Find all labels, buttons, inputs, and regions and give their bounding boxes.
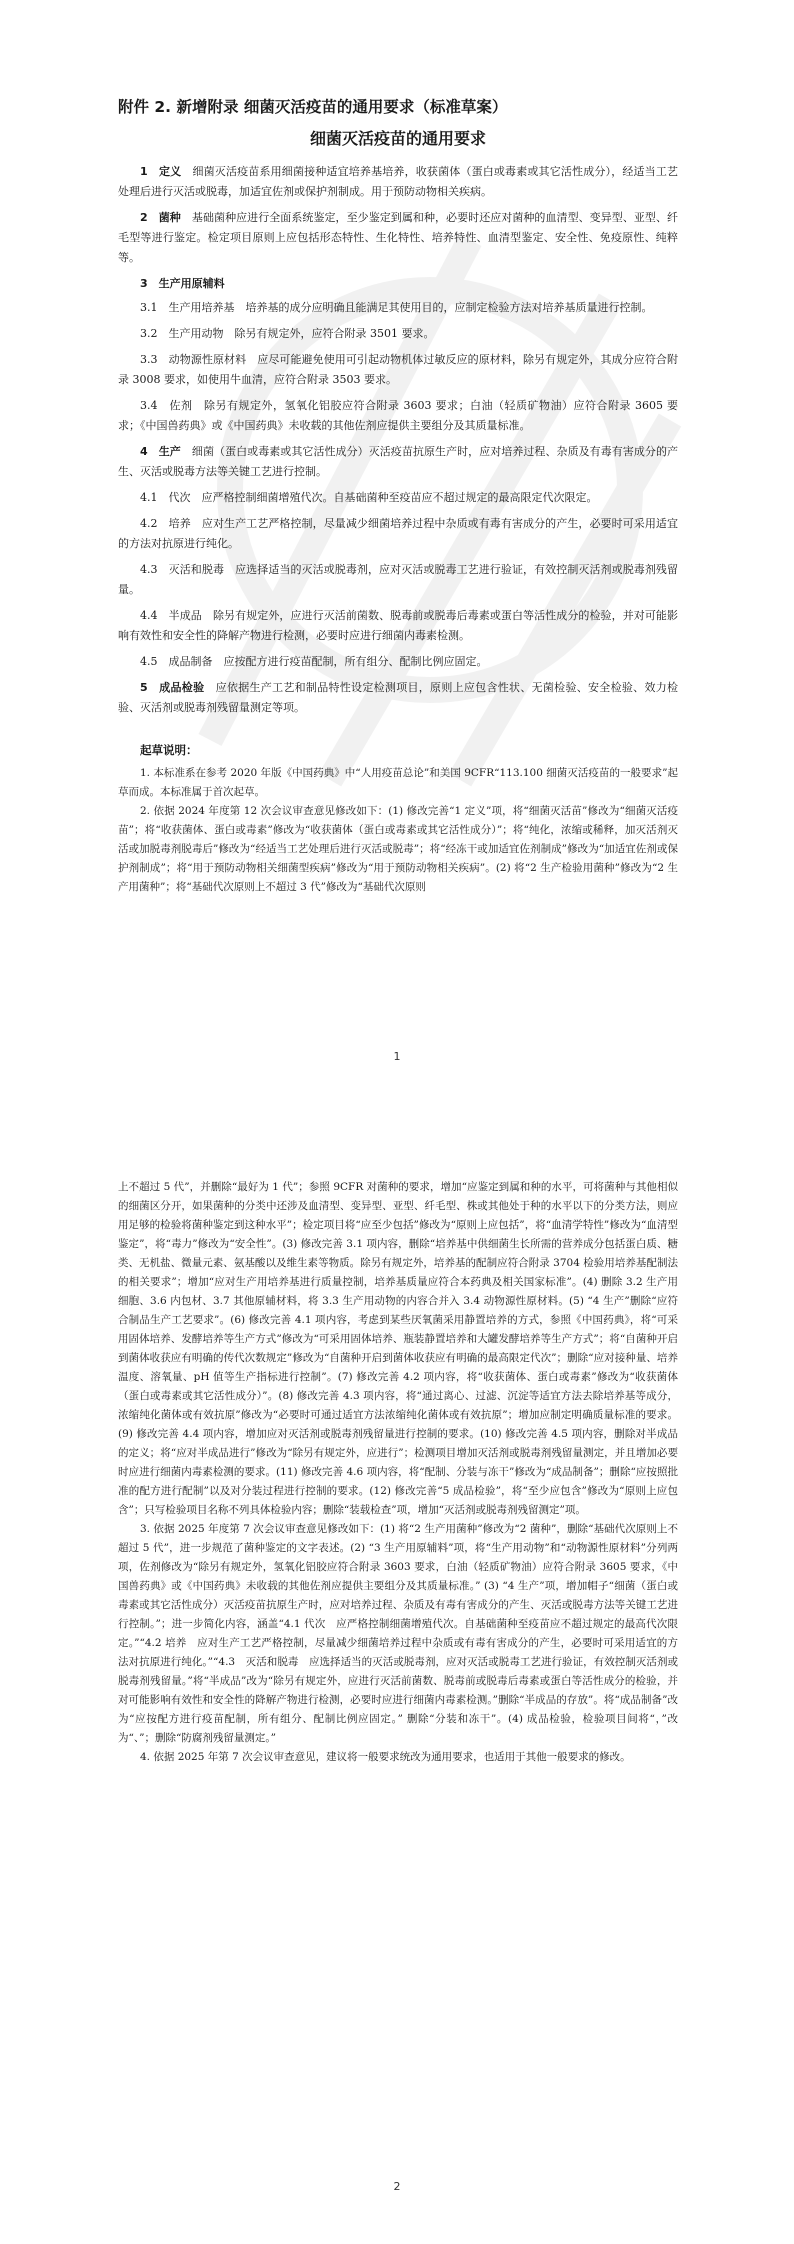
section-4-1-label: 4.1 代次 (140, 491, 191, 504)
page-number-2: 2 (393, 2180, 401, 2193)
drafting-notes-heading: 起草说明： (140, 743, 198, 757)
section-4-3 (118, 560, 678, 600)
section-4-1 (118, 488, 678, 508)
page-2-content (118, 1178, 678, 1767)
section-1-label: 1 定义 (140, 165, 182, 178)
section-4-label: 4 生产 (140, 445, 181, 458)
section-4-3-text: 应选择适当的灭活或脱毒剂，应对灭活或脱毒工艺进行验证，有效控制灭活剂或脱毒剂残留量。 (118, 563, 678, 596)
section-3-3 (118, 350, 678, 390)
drafting-note-3: 3. 依据 2025 年度第 7 次会议审查意见修改如下：(1) 将“2 生产用菌种”修改为“2 菌种”，删除“基础代次原则上不超过 5 代”，进一步规范了菌种鉴定的文字表述。(2) “3 生产用原辅料”项，将“生产用动物”和“动物源性原材料”分列两项，佐剂修改为“除另有规定外，氢氧化铝胶应符合附录 3603 要求，白油（轻质矿物油）应符合附录 3605 要求，《中国兽药典》或《中国药典》未收载的其他佐剂应提供主要组分及其质量标准。” (3) “4 生产”项，增加帽子“细菌（蛋白或毒素或其它活性成分）灭活疫苗抗原生产时，应对培养过程、杂质及有毒有害成分的产生、灭活或脱毒方法等关键工艺进行控制。”；进一步简化内容，涵盖“4.1 代次 应严格控制细菌增殖代次。自基础菌种至疫苗应不超过规定的最高代次限定。”“4.2 培养 应对生产工艺严格控制，尽量减少细菌培养过程中杂质或有毒有害成分的产生，必要时可采用适宜的方法对抗原进行纯化。”“4.3 灭活和脱毒 应选择适当的灭活或脱毒剂，应对灭活或脱毒工艺进行验证，有效控制灭活剂或脱毒剂残留量。”将“半成品”改为“除另有规定外，应进行灭活前菌数、脱毒前或脱毒后毒素或蛋白等活性成分的检验，并对可能影响有效性和安全性的降解产物进行检测，必要时应进行细菌内毒素检测。”删除“半成品的存放”。将“成品制备”改为“应按配方进行疫苗配制，所有组分、配制比例应固定。” 删除“分装和冻干”。(4) 成品检验，检验项目间将“，”改为“、”；删除“防腐剂残留量测定。” (118, 1523, 678, 1744)
main-title: 细菌灭活疫苗的通用要求 (309, 129, 486, 148)
section-3-2-text: 除另有规定外，应符合附录 3501 要求。 (234, 327, 435, 340)
section-4-text: 细菌（蛋白或毒素或其它活性成分）灭活疫苗抗原生产时，应对培养过程、杂质及有毒有害成分的产生、灭活或脱毒方法等关键工艺进行控制。 (118, 445, 679, 478)
annex-title: 附件 2. 新增附录 细菌灭活疫苗的通用要求（标准草案） (118, 98, 508, 116)
section-3-3-text: 应尽可能避免使用可引起动物机体过敏反应的原材料，除另有规定外，其成分应符合附录 3008 要求，如使用牛血清，应符合附录 3503 要求。 (118, 353, 679, 386)
section-3-4-label: 3.4 佐剂 (140, 399, 193, 412)
drafting-note-4: 4. 依据 2025 年第 7 次会议审查意见，建议将一般要求统改为通用要求，也适用于其他一般要求的修改。 (140, 1751, 631, 1763)
section-3-heading: 3 生产用原辅料 (140, 277, 225, 290)
drafting-note-1: 1. 本标准系在参考 2020 年版《中国药典》中“人用疫苗总论”和美国 9CFR“113.100 细菌灭活疫苗的一般要求”起草而成。本标准属于首次起草。 (118, 767, 678, 798)
section-4-5-text: 应按配方进行疫苗配制，所有组分、配制比例应固定。 (223, 655, 488, 668)
section-3-1-text: 培养基的成分应明确且能满足其使用目的，应制定检验方法对培养基质量进行控制。 (245, 301, 653, 314)
section-3-4-text: 除另有规定外，氢氧化铝胶应符合附录 3603 要求；白油（轻质矿物油）应符合附录 3605 要求；《中国兽药典》或《中国药典》未收载的其他佐剂应提供主要组分及其质量标准。 (118, 399, 679, 432)
section-5-label: 5 成品检验 (140, 681, 205, 694)
section-5-final-test (118, 678, 678, 718)
section-4-2-text: 应对生产工艺严格控制，尽量减少细菌培养过程中杂质或有毒有害成分的产生，必要时可采用适宜的方法对抗原进行纯化。 (118, 517, 678, 550)
section-4-1-text: 应严格控制细菌增殖代次。自基础菌种至疫苗应不超过规定的最高限定代次限定。 (201, 491, 598, 504)
section-1-definition (118, 162, 678, 202)
page-2 (0, 1122, 794, 2244)
section-4-2-label: 4.2 培养 (140, 517, 191, 530)
drafting-note-2-part-1: 2. 依据 2024 年度第 12 次会议审查意见修改如下：(1) 修改完善“1 定义”项，将“细菌灭活苗”修改为“细菌灭活疫苗”；将“收获菌体、蛋白或毒素”修改为“收获菌体（蛋白或毒素或其它活性成分）”；将“纯化，浓缩或稀释，加灭活剂灭活或加脱毒剂脱毒后”修改为“经适当工艺处理后进行灭活或脱毒”；将“经冻干或加适宜佐剂制成”修改为“加适宜佐剂或保护剂制成”；将“用于预防动物相关细菌型疾病”修改为“用于预防动物相关疾病”。(2) 将“2 生产检验用菌种”修改为“2 生产用菌种”；将“基础代次原则上不超过 3 代”修改为“基础代次原则 (118, 805, 678, 893)
section-1-text: 细菌灭活疫苗系用细菌接种适宜培养基培养，收获菌体（蛋白或毒素或其它活性成分），经适当工艺处理后进行灭活或脱毒，加适宜佐剂或保护剂制成。用于预防动物相关疾病。 (118, 165, 679, 198)
drafting-note-2-part-2: 上不超过 5 代”，并删除“最好为 1 代”；参照 9CFR 对菌种的要求，增加“应鉴定到属和种的水平，可将菌种与其他相似的细菌区分开，如果菌种的分类中还涉及血清型、变异型、亚型、纤毛型、株或其他处于种的水平以下的分类方法，则应用足够的检验将菌种鉴定到这种水平”；检定项目将“应至少包括”修改为“原则上应包括”，将“血清学特性”修改为“血清型鉴定”，将“毒力”修改为“安全性”。(3) 修改完善 3.1 项内容，删除“培养基中供细菌生长所需的营养成分包括蛋白质、糖类、无机盐、微量元素、氨基酸以及维生素等物质。除另有规定外，培养基的配制应符合附录 3704 检验用培养基配制法的相关要求”；增加“应对生产用培养基进行质量控制，培养基质量应符合本药典及相关国家标准”。(4) 删除 3.2 生产用细胞、3.6 内包材、3.7 其他原辅材料，将 3.3 生产用动物的内容合并入 3.4 动物源性原材料。(5) “4 生产”删除“应符合制品生产工艺要求”。(6) 修改完善 4.1 项内容，考虑到某些厌氧菌采用静置培养的方式，参照《中国药典》，将“可采用固体培养、发酵培养等生产方式”修改为“可采用固体培养、瓶装静置培养和大罐发酵培养等生产方式”；将“自菌种开启到菌体收获应有明确的传代次数规定”修改为“自菌种开启到菌体收获应有明确的最高限定代次”；删除“应对接种量、培养温度、溶氧量、pH 值等生产指标进行控制”。(7) 修改完善 4.2 项内容，将“收获菌体、蛋白或毒素”修改为“收获菌体（蛋白或毒素或其它活性成分）”。(8) 修改完善 4.3 项内容，将“通过离心、过滤、沉淀等适宜方法去除培养基等成分，浓缩纯化菌体或有效抗原”修改为“必要时可通过适宜方法浓缩纯化菌体或有效抗原”；增加应制定明确质量标准的要求。(9) 修改完善 4.4 项内容，增加应对灭活剂或脱毒剂残留量进行控制的要求。(10) 修改完善 4.5 项内容，删除对半成品的定义；将“应对半成品进行”修改为“除另有规定外，应进行”；检测项目增加灭活剂或脱毒剂残留量测定，并且增加必要时应进行细菌内毒素检测的要求。(11) 修改完善 4.6 项内容，将“配制、分装与冻干”修改为“成品制备”；删除“应按照批准的配方进行配制”以及对分装过程进行控制的要求。(12) 修改完善“5 成品检验”，将“至少应包含”修改为“原则上应包含”；只写检验项目名称不列具体检验内容；删除“装载检查”项，增加“灭活剂或脱毒剂残留测定”项。 (118, 1181, 678, 1516)
section-2-label: 2 菌种 (140, 211, 181, 224)
section-3-2-label: 3.2 生产用动物 (140, 327, 224, 340)
section-4-4-label: 4.4 半成品 (140, 609, 202, 622)
page-1-content (118, 96, 678, 897)
section-4-5-label: 4.5 成品制备 (140, 655, 213, 668)
section-4-5 (118, 652, 678, 672)
section-4-4-text: 除另有规定外，应进行灭活前菌数、脱毒前或脱毒后毒素或蛋白等活性成分的检验，并对可能影响有效性和安全性的降解产物进行检测，必要时应进行细菌内毒素检测。 (118, 609, 679, 642)
section-4-3-label: 4.3 灭活和脱毒 (140, 563, 225, 576)
section-2-text: 基础菌种应进行全面系统鉴定，至少鉴定到属和种，必要时还应对菌种的血清型、变异型、亚型、纤毛型等进行鉴定。检定项目原则上应包括形态特性、生化特性、培养特性、血清型鉴定、安全性、免疫原性、纯粹等。 (118, 211, 679, 264)
section-3-1-label: 3.1 生产用培养基 (140, 301, 235, 314)
section-4-2 (118, 514, 678, 554)
section-3-3-label: 3.3 动物源性原材料 (140, 353, 247, 366)
section-3-1 (118, 298, 678, 318)
section-4-production (118, 442, 678, 482)
section-4-4 (118, 606, 678, 646)
section-5-text: 应依据生产工艺和制品特性设定检测项目，原则上应包含性状、无菌检验、安全检验、效力检验、灭活剂或脱毒剂残留量测定等项。 (118, 681, 679, 714)
section-3-2 (118, 324, 678, 344)
page-number-1: 1 (393, 1050, 401, 1063)
section-2-strain (118, 208, 678, 268)
section-3-4 (118, 396, 678, 436)
